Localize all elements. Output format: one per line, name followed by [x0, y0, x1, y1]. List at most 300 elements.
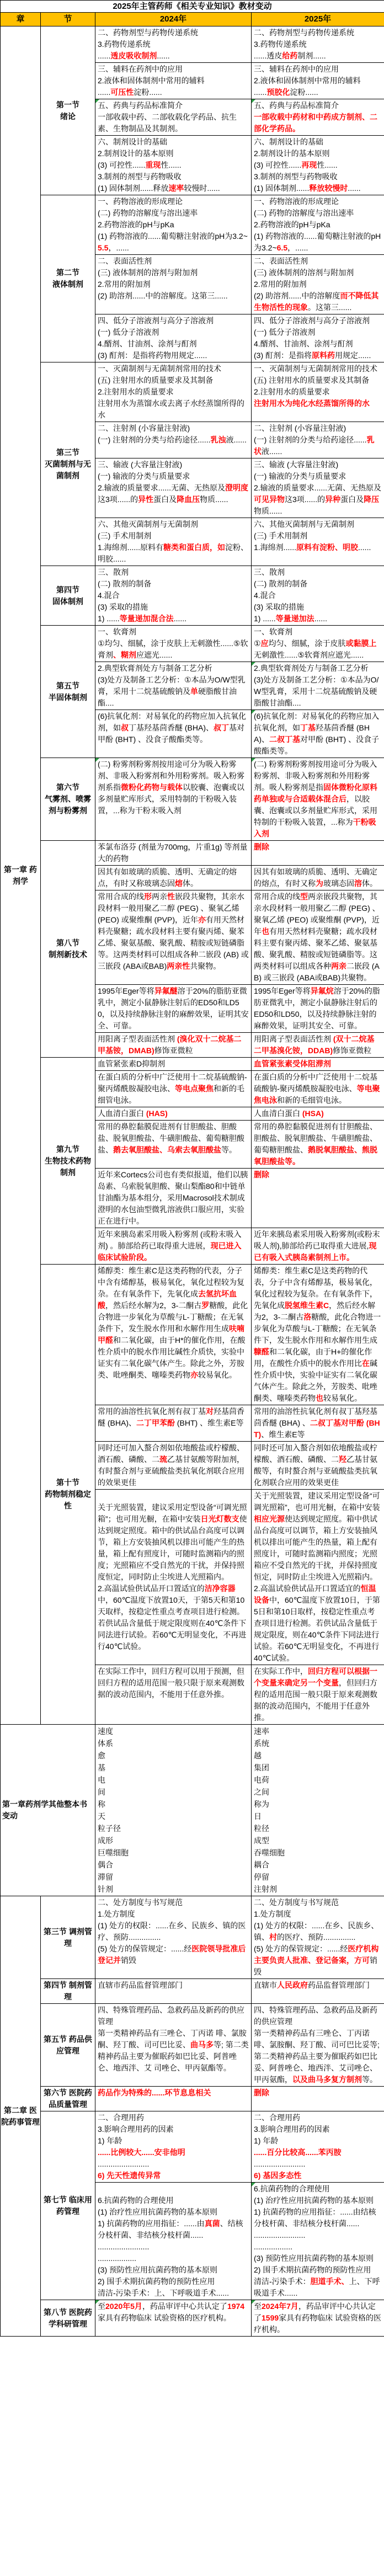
body-text: 、结核分枝杆菌、非结核分枝杆菌......	[98, 2219, 243, 2239]
cell-2024	[95, 1979, 252, 2004]
body-text: 性......	[317, 161, 338, 169]
body-text: 这3项......的	[98, 495, 138, 504]
body-text: 4.醑剂、甘油剂、涂剂与酊剂	[254, 339, 353, 348]
body-text: ........................	[98, 2159, 150, 2168]
changed-text: 或黏膜上	[345, 639, 377, 648]
body-text: 1) ......	[98, 614, 120, 623]
body-text: 1) 抗菌药物的应用指征：......由结核分枝杆菌、非结核分枝杆菌......	[254, 2207, 376, 2228]
body-text: 常用的油溶性抗氧化剂有叔丁基	[98, 1407, 206, 1416]
body-text: 应遮光......	[136, 650, 173, 659]
cell-2024	[95, 1228, 252, 1265]
body-text: 丁基羟基茴香醚 (BHA)、	[129, 723, 214, 732]
body-text: 羟基茴香醚 (BHA)、	[98, 1407, 244, 1427]
body-text: (2) 助溶剂......中的溶解度	[254, 291, 340, 300]
body-text: 3.制剂的剂型与药物吸收	[98, 172, 182, 181]
cell-2025	[252, 2111, 384, 2183]
body-text: 近年来Cortecs公司也有类似报道，他们以胰岛素、乌索脱氧胆酸、聚山梨酯80和中链单甘油酯为基本组分，采用Macrosol技术制成澄明的水包油型微乳溶液供口服应用，实验正在进行中。	[98, 1170, 248, 1225]
cell-2025	[252, 1442, 384, 1490]
table-row	[1, 1979, 384, 2004]
body-text: 性......	[161, 161, 182, 169]
changed-text: 异种	[325, 495, 341, 504]
body-text: 常用合成的线	[254, 892, 300, 901]
body-text: 第一类精神药品有三唑仑、丁丙诺啡、氯胺酮、羟丁酸、司可巴比妥等; 第二类精神药品主要为催眠药如巴比妥、阿普唑仑、地西泮、艾司唑仑、甲丙氨酯，	[254, 2029, 380, 2084]
changed-text: 也	[316, 1394, 323, 1402]
chapter-label: 第一章 药剂学	[1, 26, 41, 1725]
body-text: 2.输液的质量要求......无菌、无热原及	[254, 483, 382, 492]
body-text: (二) 药物的溶解度与溶出速率	[98, 209, 198, 217]
body-text: 溶于20%的脂肪亚微乳中，测定小鼠静脉注射后的ED50和LD50，以及持续静脉注射的麻醉效果，证明其安全、可靠。	[98, 986, 249, 1030]
cell-2025	[252, 1490, 384, 1665]
body-text: 的医疗、预防...............	[277, 1933, 356, 1942]
changed-text: 预胶化	[266, 88, 290, 97]
section-label: 第七节 临床用药管理	[41, 2111, 95, 2300]
body-text: (5) 处方的保管规定：......经	[98, 1944, 192, 1953]
changed-text: 干粉吸入剂	[254, 818, 376, 838]
body-text: 液......	[226, 435, 247, 444]
term-2025: 之间	[254, 1788, 269, 1796]
body-text: 直辖市	[254, 1981, 277, 1990]
body-text: (1) 处方的权限：......在乡、民族乡、镇、	[254, 1921, 379, 1942]
table-row	[1, 2004, 384, 2087]
body-text: 关于光照装置，建议采用定型设备“可调光照箱”，也可用光橱，在箱中安装	[254, 1491, 380, 1512]
cell-2024	[95, 1405, 252, 1442]
body-text: ......	[157, 51, 170, 60]
body-text: 2.制剂设计的基本原则	[98, 149, 174, 158]
term-2025: 越	[254, 1751, 262, 1760]
body-text: 1.处方制度	[98, 1910, 135, 1918]
cell-2025	[252, 985, 384, 1033]
body-text: 和二氧化碳，由于H+的催化作用，在酸性介质中的脱水作用比	[254, 1347, 372, 1368]
term-2024: 间	[98, 1788, 105, 1796]
changed-text: 巯	[159, 1455, 167, 1464]
changed-text: 注射用水为纯化水经蒸馏所得的水	[254, 399, 370, 408]
body-text: 有用天然材料壳聚糖；疏水段材料主要有聚丙烯、聚苯乙烯、聚氨基酸、聚乳酸、精胺或短链磷脂等。这两类材料可以组成各种二嵌段 (AB) 或三嵌段 (ABA或BAB)	[98, 915, 249, 970]
table-row	[1, 758, 384, 841]
section-label: 第六节 气雾剂、喷雾剂与粉雾剂	[41, 758, 95, 841]
body-text: 常用的鼻腔黏膜促进剂有甘胆酸盐、胆酸盐、脱氧胆酸盐、牛磺胆酸盐、葡萄糖胆酸盐、	[98, 1122, 244, 1154]
column-header-2024: 2024年	[95, 13, 252, 26]
changed-text: 曲马多	[190, 2040, 214, 2049]
body-text: (五) 注射用水的质量要求及其制备	[254, 376, 370, 385]
body-text: 六、制剂设计的基础	[98, 137, 167, 146]
body-text: 无刺激性......⑤软膏剂应遮光......	[254, 650, 364, 659]
body-text: 二、表面活性剂	[254, 257, 308, 265]
body-text: 二、合理用药	[254, 2113, 300, 2122]
body-text: 四、特殊管理药品、急救药品及新药的供应管理	[254, 2006, 377, 2026]
changed-text: 等量递加法	[275, 614, 314, 623]
body-text: ........................	[254, 2159, 306, 2168]
body-text: 用规定......	[335, 351, 371, 360]
body-text: 1995年Eger等将	[254, 986, 311, 995]
body-text: ①均匀、细腻，涂于皮肤上无刺激性......⑤软膏剂	[98, 639, 248, 659]
changed-text: 在	[362, 1359, 370, 1368]
body-text: 以胶囊、泡囊或以多剂量贮库形式，采用特制的干粉吸入装置，...称为干粉末吸入剂	[98, 783, 244, 815]
body-text: ......	[98, 88, 111, 97]
cell-2025	[252, 1979, 384, 2004]
body-text: (1) 固体制剂......	[254, 184, 310, 193]
changed-text: 鹅脱氧胆酸盐、熊脱氧胆酸盐等。	[254, 1145, 377, 1166]
body-text: ，药品审评中心共认定了	[142, 2302, 227, 2311]
changed-text: 等电点聚焦	[175, 1084, 214, 1093]
changed-text: 微粉化药物与载体	[121, 783, 183, 792]
changed-text: 回归方程可以根据一个变量来确定另一个变量	[254, 1667, 377, 1687]
cell-2024	[95, 2183, 252, 2300]
changed-text: 现已进入临床试验阶段。	[98, 1241, 242, 1262]
changed-text: 人民政府	[277, 1981, 308, 1990]
page-title: 2025年主管药师《相关专业知识》教材变动	[1, 1, 384, 13]
changed-text: 6.5	[276, 243, 288, 252]
changed-text: 丁基	[300, 723, 316, 732]
changed-text: 叔	[121, 723, 129, 732]
term-2025: 停留	[254, 1873, 269, 1881]
body-text: 和新的毛细管电泳。	[277, 1096, 346, 1105]
body-text: (三) 手术用制剂	[254, 531, 308, 540]
body-text: 三、输液 (大容量注射液)	[254, 460, 339, 469]
cell-2025	[252, 518, 384, 566]
body-text: 4.醑剂、甘油剂、涂剂与酊剂	[98, 339, 197, 348]
body-text: (二) 粉雾剂粉雾剂按用途可分为吸入粉雾剂、非吸入粉雾剂和外用粉雾剂。吸人粉雾剂是指	[254, 760, 377, 792]
changed-text: 二丁甲苯酚	[136, 1418, 175, 1427]
body-text: 4.混合	[98, 591, 120, 600]
cell-2025	[252, 758, 384, 841]
term-2025: 集团	[254, 1763, 269, 1772]
changed-text: 1974	[227, 2302, 245, 2311]
cell-2024	[95, 866, 252, 890]
section-label: 第一节 绪论	[41, 26, 95, 195]
body-text: 体。	[362, 879, 377, 888]
section-label: 第三节 调剂管理	[41, 1896, 95, 1979]
changed-text: 等量递加混合法	[119, 614, 174, 623]
body-text: 家具有药物临床 试验资格的医疗机构。	[254, 2313, 382, 2334]
body-text: 3.制剂的剂型与药物吸收	[254, 172, 338, 181]
body-text: (二) 散剂的制备	[98, 579, 152, 588]
section-label: 第六节 医院药品质量管理	[41, 2087, 95, 2111]
cell-2025	[252, 1169, 384, 1228]
cell-2024	[95, 1896, 252, 1979]
body-text: 较易氧化。	[198, 1370, 237, 1379]
cell-2025	[252, 1058, 384, 1071]
body-text: 3.影响合理用药的因素	[98, 2125, 174, 2134]
body-text: 1) ......	[254, 614, 276, 623]
changed-text: 6) 基因多态性	[254, 2171, 302, 2180]
body-text: 制剂......	[297, 51, 326, 60]
section-label: 第十节 药物制剂稳定性	[41, 1265, 95, 1725]
body-text: 六、其他灭菌制剂与无菌制剂	[254, 520, 354, 529]
body-text: 六、制剂设计的基础	[254, 137, 323, 146]
changed-text: (双十二烷基二甲基溴化铵，DDAB)	[254, 1034, 375, 1055]
changed-text: 单	[190, 687, 198, 696]
changed-text: 澄明度	[225, 483, 249, 492]
cell-2024	[95, 136, 252, 195]
body-text: 3.药物传递系统	[254, 40, 307, 49]
body-text: ..................	[254, 2242, 293, 2251]
body-text: 五、药典与药品标准简介	[98, 101, 183, 110]
table-row	[1, 1265, 384, 1405]
body-text: (1) 药物溶液的......葡萄糖注射液的pH为3.2~	[254, 232, 381, 252]
cell-2024	[95, 1071, 252, 1107]
changed-text: 胆道手术、	[310, 2277, 349, 2286]
changed-text: 乳状	[254, 435, 375, 456]
changed-text: 真菌	[204, 2219, 220, 2228]
body-text: 近年来胰岛素采用吸入粉雾剂(或粉末吸人剂),肺部给药已取得重大进展,	[254, 1230, 380, 1250]
body-text: 等; 第二类精神药品主要为催眠药如巴比妥、阿普唑仑、地西泮、艾 司唑仑、甲丙氨酯等。	[98, 2040, 249, 2072]
title-row	[1, 1, 384, 13]
cell-2025	[252, 458, 384, 518]
body-text: 三、辅料在药剂中的应用	[98, 65, 183, 73]
body-text: 中，60℃温度下放置10天，于第5天和第10天取样，按稳定性重点考查项目进行检测。若供试品含量低于规定限度则在40℃条件下同法进行试验。若60℃无明显变化，不再进行40℃试验。	[98, 1596, 247, 1651]
term-2024: 成形	[98, 1836, 113, 1845]
body-text: 一、药物溶液的形成理论	[254, 197, 339, 206]
body-text: (1) 治疗性应用抗菌药物的基本原则	[98, 2207, 217, 2216]
cell-2024	[95, 362, 252, 422]
body-text: 2.典型软膏剂处方与制备工艺分析	[254, 664, 369, 673]
changed-text: 降压	[364, 495, 380, 504]
changed-text: 医疗机构主要负责人批准、登记备案，方可	[254, 1944, 379, 1965]
body-text: 烯醇类：维生素C是这类药物的代表，分子中含有烯醇基，极易氧化，氧化过程较为复杂。在有氧条件下，先氧化成	[98, 1266, 244, 1298]
cell-2025	[252, 2087, 384, 2111]
changed-text: 血管紧张素受体阻滞剂	[254, 1059, 331, 1068]
body-text: ......	[98, 51, 111, 60]
changed-text: 亦	[198, 915, 206, 924]
term-2025: 注射剂	[254, 1885, 277, 1894]
changed-text: 叔丁	[214, 723, 229, 732]
body-text: 二、药物剂型与药物传递系统	[98, 28, 198, 37]
table-row	[1, 1725, 384, 1896]
changed-text: 2020年5月	[105, 2302, 142, 2311]
body-text: 上、下呼吸道手术......	[254, 2277, 380, 2297]
cell-2024	[95, 99, 252, 136]
body-text: 液......	[262, 447, 282, 456]
cell-2025	[252, 255, 384, 314]
body-text: 硬脂酸甘油酯....	[98, 687, 237, 707]
section-label: 第二节 液体制剂	[41, 195, 95, 362]
table-row	[1, 195, 384, 255]
body-text: 等。	[362, 2075, 377, 2084]
body-text: (一) 输液的分类与质量要求	[254, 472, 346, 481]
term-2025: 速率	[254, 1727, 269, 1736]
body-text: 常用的油溶性抗氧化剂有叔丁基羟基茴香醚 (BHA) 、	[254, 1407, 377, 1427]
cell-2024	[95, 2004, 252, 2087]
body-text: 6.抗菌药物的合理使用	[98, 2196, 174, 2205]
body-text: 2.液体和固体制剂中常用的辅料	[254, 76, 361, 85]
body-text: 2.高温试验供试品开口置适宜的	[98, 1584, 205, 1593]
body-text: 物质......	[200, 495, 228, 504]
body-text: (2) 助溶剂......中的溶解度。这第三......	[98, 291, 228, 300]
section-label: 第八节 医院药学科研管理	[41, 2300, 95, 2337]
cell-2024	[95, 63, 252, 99]
body-text: 1.处方制度	[254, 1910, 291, 1918]
body-text: 苯氯布洛芬 (剂量为700mg，片重1g) 等剂量大的药物	[98, 842, 248, 863]
changed-text: 脱氢维生素C	[285, 1301, 329, 1310]
body-text: 用阳离子型表面活性剂	[254, 1034, 333, 1043]
body-text: (3) 酊剂：是指将药物用规定......	[98, 351, 207, 360]
changed-text: 再现	[301, 161, 317, 169]
table-body	[1, 26, 384, 2337]
body-text: 糖酸，此化合物进一步氧化为草酸与L-丁糖酸；在无氧条件下，发生脱水作用和水解作用生成	[254, 1313, 381, 1345]
body-text: 糖酸，此化合物进一步氧化为草酸与L-丁糖酸；在无氧条件下，发生脱水作用和水解作用生成	[98, 1301, 248, 1333]
body-text: 羟基茴香醚 (BHA)、	[254, 723, 370, 744]
section-label: 第三节 灭菌制剂与无菌制剂	[41, 362, 95, 566]
cell-2025	[252, 1405, 384, 1442]
body-text: (三) 手术用制剂	[98, 531, 152, 540]
cell-2025	[252, 1107, 384, 1121]
body-text: 玻璃态固	[323, 879, 354, 888]
body-text: 近年来胰岛素采用吸入粉雾剂 (或粉末吸入剂) 。肺部给药已取得重大进展，	[98, 1230, 242, 1250]
cell-2025	[252, 422, 384, 458]
body-text: 2.典型软膏剂处方与制备工艺分析	[98, 664, 212, 673]
cell-2025	[252, 2300, 384, 2337]
body-text: (二) 散剂的制备	[254, 579, 308, 588]
body-text: (一) 输液的分类与质量要求	[98, 472, 190, 481]
body-text: 蛋白及	[153, 495, 177, 504]
body-text: 淀粉、明胶......	[98, 543, 249, 563]
body-text: 2.药物溶液的pH与pKa	[98, 220, 174, 229]
cell-2024	[95, 1033, 252, 1058]
body-text: 2.液体和固体制剂中常用的辅料	[98, 76, 205, 85]
term-2025: 耦合	[254, 1860, 269, 1869]
cell-2025	[252, 566, 384, 626]
body-text: 4.混合	[254, 591, 276, 600]
section-label: 第九节 生物技术药物制剂	[41, 1058, 95, 1265]
body-text: 2.制剂设计的基本原则	[254, 149, 330, 158]
table-row	[1, 26, 384, 63]
term-2024: 电	[98, 1775, 105, 1784]
changed-text: 1599	[262, 2313, 279, 2322]
changed-text: 现已有吸入式胰岛素制剂上市。	[254, 1241, 377, 1262]
changed-text: 日光灯数支	[200, 1514, 239, 1523]
cell-2024	[95, 2087, 252, 2111]
term-2025: 成型	[254, 1836, 269, 1845]
body-text: 三、输液 (大容量注射液)	[98, 460, 183, 469]
cell-2025	[252, 662, 384, 710]
body-text: 二、处方制度与书写规范	[98, 1898, 183, 1907]
body-text: 至	[98, 2302, 105, 2311]
body-text: (3) 预防性应用抗菌药物的基本原则	[98, 2265, 217, 2274]
body-text: (3) 采取的措施	[254, 602, 304, 611]
term-2024: 速度	[98, 1727, 113, 1736]
term-2025: 吞噬细胞	[254, 1848, 285, 1857]
changed-text: 恒温设备	[254, 1584, 376, 1604]
body-text: 1.海绵剂......原料有	[98, 543, 164, 552]
cell-2024	[95, 1490, 252, 1665]
body-text: 同时还可加入螯合剂如依地酸盐或柠檬酸、酒石酸、磷酸、二	[98, 1443, 244, 1464]
body-text: ，......	[287, 243, 308, 252]
cell-2024	[95, 1265, 252, 1405]
body-text: 销毁	[254, 1956, 377, 1976]
table-row	[1, 626, 384, 662]
body-text: 蛋白及	[340, 495, 364, 504]
body-text: 一部收载中药、二部收载化学药品、抗生素、生物制品及其制剂。	[98, 113, 237, 133]
cell-2024	[95, 626, 252, 662]
changed-text: ......比例较大......安非他明	[98, 2148, 185, 2157]
body-text: 1995年Eger等将	[98, 986, 154, 995]
changed-text: 2024年7月	[262, 2302, 298, 2311]
changed-text: 等电聚焦电泳	[254, 1084, 380, 1105]
body-text: 2.高温试验供试品开口置适宜的	[254, 1584, 361, 1593]
cell-2025	[252, 362, 384, 422]
cell-2024	[95, 2300, 252, 2337]
cell-2025	[252, 710, 384, 758]
body-text: 2.注射用水的质量要求	[254, 387, 330, 396]
body-text: 四、低分子溶液剂与高分子溶液剂	[254, 316, 370, 325]
cell-2025	[252, 1071, 384, 1107]
body-text: ......	[314, 614, 328, 623]
term-2025: 电荷	[254, 1775, 269, 1784]
body-text: ......	[173, 614, 187, 623]
changed-text: ......百分比较高......苯丙胺	[254, 2148, 342, 2157]
changed-text: 乳浊	[210, 435, 226, 444]
body-text: (5) 处方的保管规定：......经	[254, 1944, 348, 1953]
body-text: (6)抗氧化剂：对易氧化的药物应加入抗氧化剂，如	[98, 712, 247, 732]
table-row	[1, 2111, 384, 2183]
body-text: ，......	[108, 243, 129, 252]
cell-2024	[95, 255, 252, 314]
body-text: ..................	[98, 2254, 137, 2263]
term-2024: 基	[98, 1763, 105, 1772]
cell-2025	[252, 866, 384, 890]
changed-text: 5.5	[98, 243, 109, 252]
cell-2024	[95, 758, 252, 841]
body-text: 清洁-污染手术：	[254, 2277, 311, 2286]
body-text: 2.注射用水的质量要求	[98, 387, 174, 396]
body-text: (6)抗氧化剂：对易氧化的药物应加入抗氧化剂，如	[254, 712, 380, 732]
body-text: 家具有药物临床 试验资格的医疗机构。	[98, 2313, 231, 2322]
body-text: ......透皮	[254, 51, 282, 60]
changed-text: 鹅去氧胆酸盐、乌索去氧胆酸盐	[113, 1145, 221, 1154]
body-text: 对甲酚 (BHT) 、没食子酸酯类等。	[254, 735, 380, 755]
body-text: 中，60℃温度下放置10日，于第5日和第10日取样，按稳定性重点考查项目进行检测。若供试品含量低于规定限度，则在40℃条件下同法进行试验。若60℃无明显变化，不再进行40℃试验。	[254, 1596, 380, 1662]
body-text: 淀粉......	[134, 88, 162, 97]
cell-2024	[95, 195, 252, 255]
changed-text: 固体微粉化原料药单独或与合适载体混合后	[254, 783, 377, 803]
term-2025: 系统	[254, 1739, 269, 1748]
body-text: 二、合理用药	[98, 2113, 144, 2122]
body-text: 四、低分子溶液剂与高分子溶液剂	[98, 316, 214, 325]
changed-text: 应	[260, 639, 269, 648]
changed-text: 二叔丁基对甲酚 (BHT)	[254, 1418, 380, 1439]
body-text: 3.影响合理用药的因素	[254, 2125, 330, 2134]
body-text: 三、散剂	[98, 568, 129, 577]
section-label: 第五节 半固体制剂	[41, 626, 95, 758]
changed-text: 可见异物	[254, 495, 285, 504]
body-text: 2) 围手术期抗菌药物的预防性应用	[254, 2265, 371, 2274]
changed-text: 异性	[138, 495, 154, 504]
body-text: (3)处方及制备工艺分析：①本品为O/W型乳膏，采用十二烷基硫酸钠及	[98, 675, 246, 696]
changed-text: 重现	[145, 161, 161, 169]
body-text: 常用的鼻腔黏膜促进剂有甘胆酸盐、胆酸盐、脱氧胆酸盐、牛磺胆酸盐、葡萄糖胆酸盐、	[254, 1122, 377, 1154]
body-text: 较易氧化。	[323, 1394, 362, 1402]
changed-text: (HAS)	[146, 1109, 168, 1118]
term-2025: 日	[254, 1812, 262, 1821]
body-text: 在实际工作中，	[254, 1667, 308, 1676]
body-text: 二、注射剂 (小容量注射液)	[254, 424, 346, 433]
changed-text: 异氟醚	[154, 986, 178, 995]
body-text: 溶于20%的脂肪亚微乳中，测定小鼠静脉注射后的ED50和LD50，以及持续静脉注射的麻醉效果，证明其安全、可靠。	[254, 986, 380, 1030]
cell-2025	[252, 63, 384, 99]
body-text: 1) 年龄	[254, 2136, 279, 2145]
cell-2024	[95, 1107, 252, 1121]
changed-text: 也	[262, 927, 269, 936]
body-text: 第一类精神药品有三唑仑、丁丙诺 啡、氯胺酮、羟丁酸、司可巴比妥、	[98, 2029, 247, 2049]
changed-text: 为	[316, 879, 323, 888]
body-text: 至	[254, 2302, 262, 2311]
chapter-label: 第二章 医院药事管理	[1, 1896, 41, 2337]
cell-2025	[252, 1725, 384, 1896]
body-text: ......	[348, 184, 361, 193]
body-text: 关于光照装置，建议采用定型设备“可调光照箱”；也可用光橱，在箱中安装	[98, 1503, 247, 1523]
changed-text: 给药	[282, 51, 298, 60]
cell-2025	[252, 841, 384, 866]
